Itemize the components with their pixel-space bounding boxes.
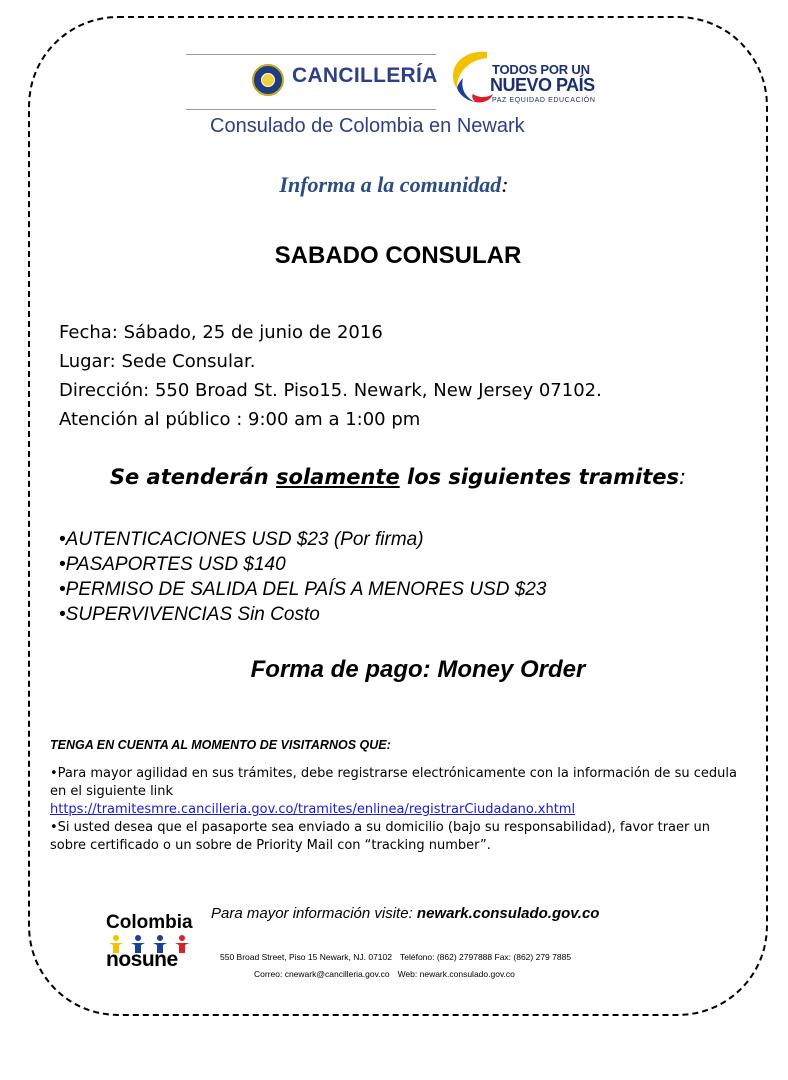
event-details bbox=[59, 318, 602, 434]
informa-heading bbox=[0, 172, 788, 198]
tpun-line1: TODOS POR UN bbox=[492, 62, 590, 77]
services-list bbox=[59, 527, 546, 627]
note-registration: •Para mayor agilidad en sus trámites, debe registrarse electrónicamente con la información de su cedula en el siguiente link bbox=[50, 766, 737, 799]
registration-link[interactable]: https://tramitesmre.cancilleria.gov.co/tramites/enlinea/registrarCiudadano.xhtml bbox=[50, 802, 576, 817]
dashed-border-frame bbox=[28, 16, 768, 1016]
logo-text-colombia: Colombia bbox=[106, 912, 193, 933]
header-divider-top bbox=[186, 54, 436, 55]
services-heading-underlined: solamente bbox=[276, 465, 400, 489]
notice-heading: TENGA EN CUENTA AL MOMENTO DE VISITARNOS QUE: bbox=[50, 738, 391, 752]
detail-atencion: Atención al público : 9:00 am a 1:00 pm bbox=[59, 409, 421, 430]
footer-info-label: Para mayor información visite: bbox=[211, 905, 417, 922]
consulado-title: Consulado de Colombia en Newark bbox=[210, 115, 525, 137]
detail-fecha: Fecha: Sábado, 25 de junio de 2016 bbox=[59, 322, 383, 343]
coat-of-arms-seal-icon bbox=[252, 64, 284, 96]
page-title: SABADO CONSULAR bbox=[274, 242, 522, 269]
tpun-tagline: PAZ EQUIDAD EDUCACIÓN bbox=[492, 97, 596, 104]
footer-info-line bbox=[211, 905, 599, 922]
footer-address: 550 Broad Street, Piso 15 Newark, NJ. 07102 bbox=[220, 952, 392, 962]
payment-method: Forma de pago: Money Order bbox=[250, 656, 586, 683]
cancilleria-logo-text: CANCILLERÍA bbox=[292, 64, 438, 87]
detail-direccion: Dirección: 550 Broad St. Piso15. Newark, New Jersey 07102. bbox=[59, 380, 602, 401]
footer-web: Web: newark.consulado.gov.co bbox=[397, 969, 515, 979]
services-heading-before: Se atenderán bbox=[109, 465, 277, 489]
note-passport-mail: •Si usted desea que el pasaporte sea enviado a su domicilio (bajo su responsabilidad), favor traer un sobre certificado o un sobre de Priority Mail con “tracking number”. bbox=[50, 820, 710, 853]
header-divider-bottom bbox=[186, 109, 436, 110]
footer-email: Correo: cnewark@cancilleria.gov.co bbox=[254, 969, 390, 979]
header-logos bbox=[0, 0, 788, 150]
list-item: •PERMISO DE SALIDA DEL PAÍS A MENORES USD $23 bbox=[59, 579, 547, 600]
detail-lugar: Lugar: Sede Consular. bbox=[59, 351, 256, 372]
list-item: •SUPERVIVENCIAS Sin Costo bbox=[59, 604, 320, 625]
footer-address-line bbox=[220, 952, 571, 962]
footer-info-site[interactable]: newark.consulado.gov.co bbox=[416, 905, 600, 922]
informa-text: Informa a la comunidad bbox=[279, 172, 502, 197]
footer-phones: Teléfono: (862) 2797888 Fax: (862) 279 7885 bbox=[399, 952, 572, 962]
services-heading-colon: : bbox=[679, 465, 687, 489]
informa-colon: : bbox=[501, 172, 509, 197]
list-item: •PASAPORTES USD $140 bbox=[59, 554, 286, 575]
tpun-line2: NUEVO PAÍS bbox=[490, 75, 595, 95]
list-item: •AUTENTICACIONES USD $23 (Por firma) bbox=[59, 529, 424, 550]
todos-por-un-nuevo-pais-logo-icon bbox=[447, 48, 495, 108]
colombia-nosune-logo bbox=[106, 912, 198, 972]
footer-contact-line bbox=[254, 969, 515, 979]
logo-text-nosune: nosune bbox=[106, 948, 178, 971]
services-heading-after: los siguientes tramites bbox=[399, 465, 680, 489]
services-heading bbox=[0, 465, 788, 489]
notice-notes bbox=[50, 765, 740, 855]
